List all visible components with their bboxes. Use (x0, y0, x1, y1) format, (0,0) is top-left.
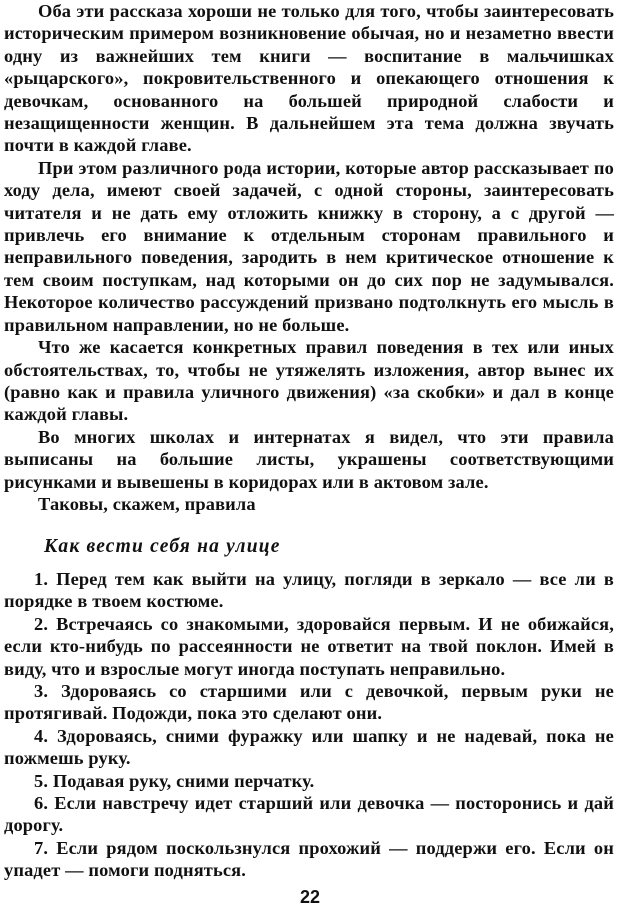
rule-item-6: 6. Если навстречу идет старший или девочка — посторонись и дай дорогу. (4, 793, 614, 836)
rule-item-5: 5. Подавая руку, сними перчатку. (34, 770, 315, 791)
intro-paragraph-3: Что же касается конкретных правил поведения в тех или иных обстоятельствах, то, чтобы не утяжелять изложения, автор вынес их (равно как и правила уличного движения) «за скобки» и дал в конце каждой главы. (4, 337, 614, 425)
intro-paragraph-1: Оба эти рассказа хороши не только для того, чтобы заинтересовать историческим примером возникновение обычая, но и незаметно ввести одну из важнейших тем книги — воспитание в мальчишках «рыцарского», покровительственного и опекающего отношения к девочкам, основанного на большей природной слабости и незащищенности женщин. В дальнейшем эта тема должна звучать почти в каждой главе. (4, 1, 614, 156)
intro-paragraph-5: Таковы, скажем, правила (38, 493, 256, 514)
page-number: 22 (299, 887, 321, 907)
rule-item-1: 1. Перед тем как выйти на улицу, погляди в зеркало — все ли в порядке в твоем костюме. (4, 569, 614, 612)
rule-item-4: 4. Здороваясь, сними фуражку или шапку и не надевай, пока не пожмешь руку. (4, 725, 614, 769)
rule-item-7: 7. Если рядом поскользнулся прохожий — поддержи его. Если он упадет — помоги подняться. (4, 837, 614, 881)
rule-item-3: 3. Здороваясь со старшими или с девочкой, первым руки не протягивай. Подожди, пока это сделают они. (4, 681, 614, 724)
intro-text (4, 0, 614, 515)
section-heading: Как вести себя на улице (44, 536, 281, 557)
intro-paragraph-2: При этом различного рода истории, которые автор рассказывает по ходу дела, имеют своей задачей, с одной стороны, заинтересовать читателя и не дать ему отложить книжку в сторону, а с другой — привлечь его внимание к отдельным сторонам правильного и неправильного поведения, зародить в нем критическое отношение к тем своим поступкам, над которыми он до сих пор не задумывался. Некоторое количество рассуждений призвано подтолкнуть его мысль в правильном направлении, но не больше. (4, 157, 614, 335)
intro-paragraph-4: Во многих школах и интернатах я видел, что эти правила выписаны на большие листы, украшены соответствующими рисунками и вывешены в коридорах или в актовом зале. (4, 426, 614, 492)
rule-item-2: 2. Встречаясь со знакомыми, здоровайся первым. И не обижайся, если кто-нибудь по рассеянности не ответит на твой поклон. Имей в виду, что и взрослые могут иногда поступать неправильно. (4, 613, 614, 679)
rules-list (4, 568, 614, 882)
